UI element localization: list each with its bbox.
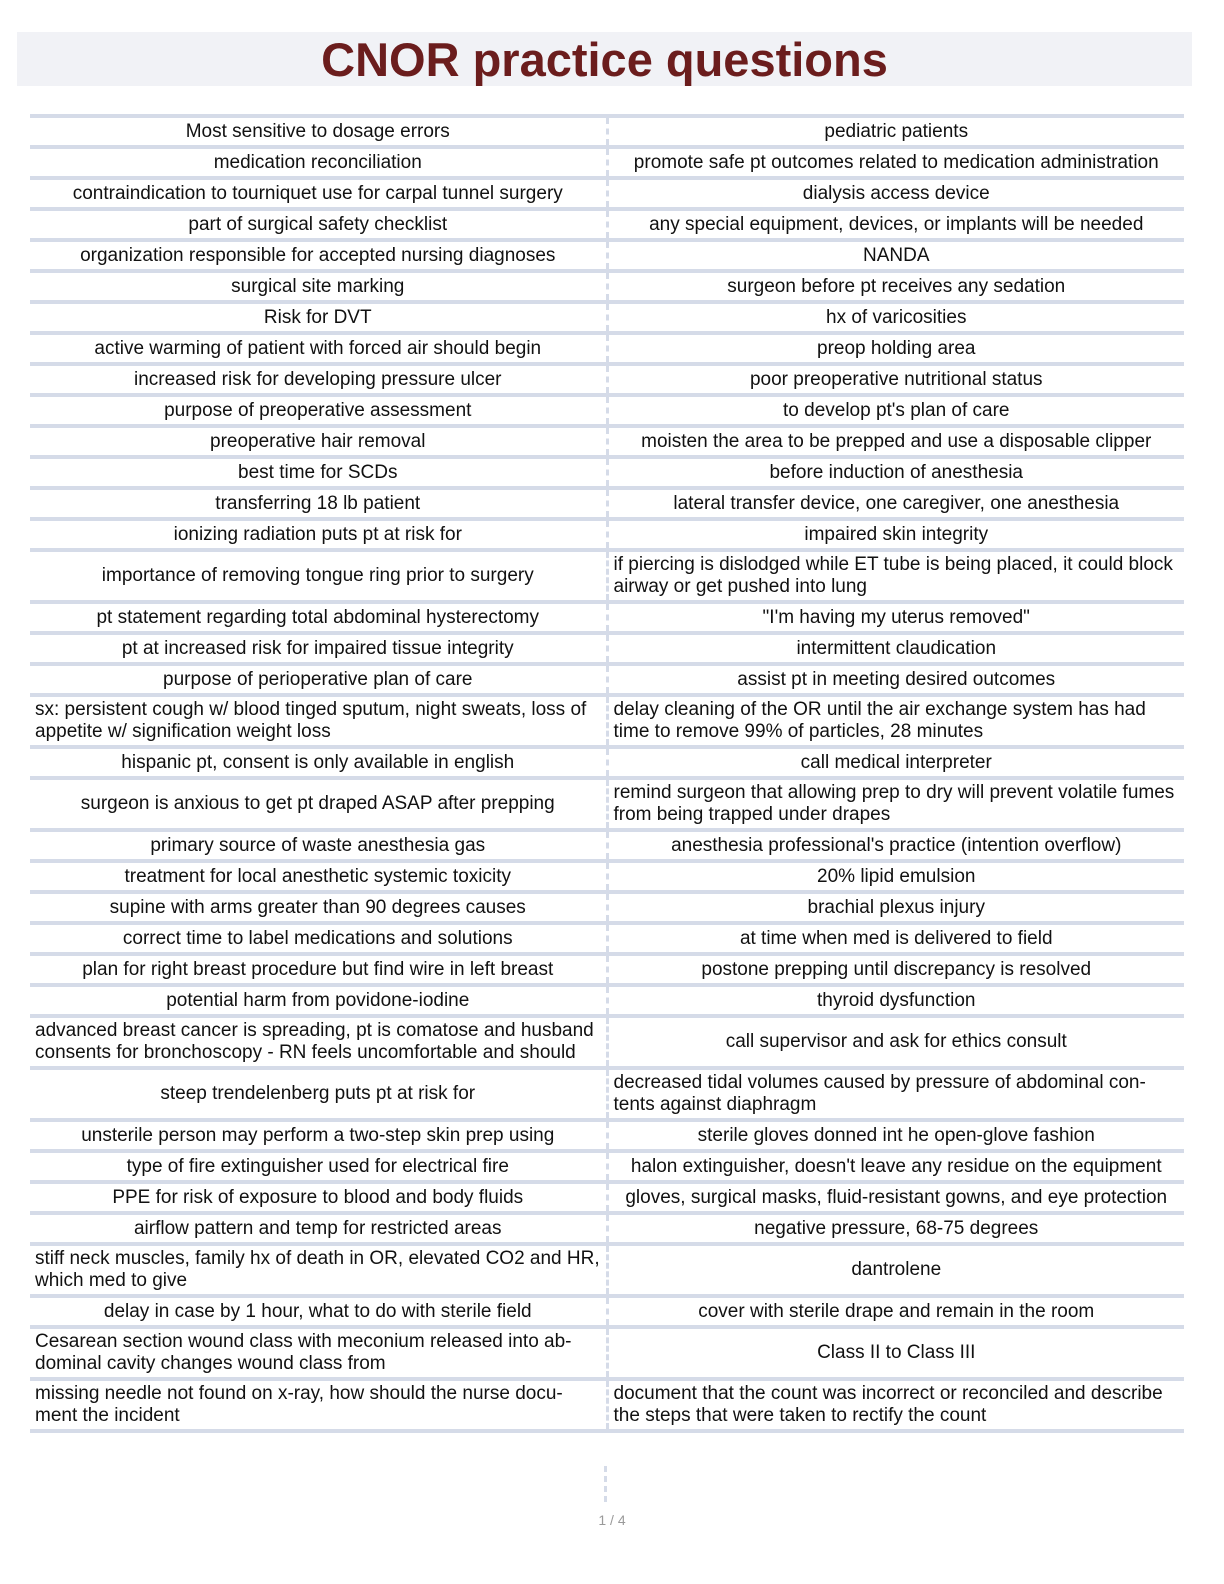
table-row <box>30 180 1184 211</box>
definition-cell: halon extinguisher, doesn't leave any residue on the equipment <box>630 1155 1162 1177</box>
definition-cell: dialysis access device <box>802 182 990 204</box>
term-cell: potential harm from povidone-iodine <box>30 987 609 1014</box>
definition-cell: preop holding area <box>817 337 976 359</box>
term-cell: missing needle not found on x-ray, how should the nurse docu- ment the incident <box>30 1381 609 1429</box>
definition-cell: postone prepping until discrepancy is resolved <box>701 958 1092 980</box>
definition-cell: Class II to Class III <box>817 1342 976 1363</box>
table-row <box>30 987 1184 1018</box>
definition-cell: assist pt in meeting desired outcomes <box>737 668 1056 690</box>
definition-cell: lateral transfer device, one caregiver, one anesthesia <box>673 492 1120 514</box>
term-cell: transferring 18 lb patient <box>30 490 609 517</box>
term-cell: stiff neck muscles, family hx of death in OR, elevated CO2 and HR, which med to give <box>30 1246 609 1294</box>
definition-cell: moisten the area to be prepped and use a disposable clipper <box>641 430 1152 452</box>
definition-cell: negative pressure, 68-75 degrees <box>754 1217 1039 1239</box>
definition-cell: document that the count was incorrect or reconciled and describe the steps that were taken to rectify the count <box>613 1383 1163 1426</box>
definition-cell: if piercing is dislodged while ET tube is being placed, it could block airway or get pushed into lung <box>613 554 1173 597</box>
table-row <box>30 832 1184 863</box>
term-cell: delay in case by 1 hour, what to do with sterile field <box>30 1298 609 1325</box>
term-cell: part of surgical safety checklist <box>30 211 609 238</box>
definition-cell: remind surgeon that allowing prep to dry will prevent volatile fumes from being trapped under drapes <box>613 782 1175 825</box>
term-cell: preoperative hair removal <box>30 428 609 455</box>
definition-cell: to develop pt's plan of care <box>783 399 1010 421</box>
term-cell: organization responsible for accepted nursing diagnoses <box>30 242 609 269</box>
definition-cell: any special equipment, devices, or implants will be needed <box>649 213 1144 235</box>
term-cell: importance of removing tongue ring prior to surgery <box>30 552 609 600</box>
term-cell: increased risk for developing pressure ulcer <box>30 366 609 393</box>
page-title: CNOR practice questions <box>321 33 888 86</box>
table-row <box>30 1153 1184 1184</box>
table-row <box>30 780 1184 832</box>
table-row <box>30 149 1184 180</box>
definition-cell: hx of varicosities <box>826 306 967 328</box>
term-cell: sx: persistent cough w/ blood tinged sputum, night sweats, loss of appetite w/ signification weight loss <box>30 697 609 745</box>
table-row <box>30 1122 1184 1153</box>
page-number: 1 / 4 <box>598 1512 626 1528</box>
definition-cell: surgeon before pt receives any sedation <box>727 275 1066 297</box>
term-cell: best time for SCDs <box>30 459 609 486</box>
table-row <box>30 666 1184 697</box>
table-row <box>30 490 1184 521</box>
definition-cell: brachial plexus injury <box>807 896 985 918</box>
term-cell: pt at increased risk for impaired tissue integrity <box>30 635 609 662</box>
term-cell: ionizing radiation puts pt at risk for <box>30 521 609 548</box>
definition-cell: call supervisor and ask for ethics consult <box>725 1031 1067 1052</box>
table-row <box>30 1215 1184 1246</box>
table-row <box>30 521 1184 552</box>
term-cell: airflow pattern and temp for restricted areas <box>30 1215 609 1242</box>
term-cell: hispanic pt, consent is only available in english <box>30 749 609 776</box>
term-cell: purpose of preoperative assessment <box>30 397 609 424</box>
term-cell: pt statement regarding total abdominal hysterectomy <box>30 604 609 631</box>
table-row <box>30 1381 1184 1433</box>
flashcard-table <box>30 114 1184 1433</box>
table-row <box>30 635 1184 666</box>
definition-cell: NANDA <box>862 244 930 266</box>
table-row <box>30 366 1184 397</box>
term-cell: purpose of perioperative plan of care <box>30 666 609 693</box>
definition-cell: promote safe pt outcomes related to medication administration <box>633 151 1159 173</box>
definition-cell: pediatric patients <box>824 120 969 142</box>
definition-cell: 20% lipid emulsion <box>817 865 976 887</box>
table-row <box>30 1246 1184 1298</box>
table-row <box>30 397 1184 428</box>
term-cell: Risk for DVT <box>30 304 609 331</box>
table-row <box>30 1184 1184 1215</box>
term-cell: advanced breast cancer is spreading, pt is comatose and husband consents for bronchoscopy - RN feels uncomfortable and should <box>30 1018 609 1066</box>
title-bar <box>17 32 1192 86</box>
term-cell: surgeon is anxious to get pt draped ASAP after prepping <box>30 780 609 828</box>
term-cell: Cesarean section wound class with meconium released into ab- dominal cavity changes wound class from <box>30 1329 609 1377</box>
table-row <box>30 894 1184 925</box>
table-row <box>30 552 1184 604</box>
definition-cell: intermittent claudication <box>796 637 997 659</box>
table-row <box>30 925 1184 956</box>
table-row <box>30 211 1184 242</box>
term-cell: active warming of patient with forced air should begin <box>30 335 609 362</box>
column-divider-tail <box>604 1466 607 1502</box>
definition-cell: "I'm having my uterus removed" <box>762 606 1030 628</box>
table-row <box>30 1329 1184 1381</box>
table-row <box>30 118 1184 149</box>
definition-cell: decreased tidal volumes caused by pressure of abdominal con- tents against diaphragm <box>613 1072 1146 1115</box>
term-cell: type of fire extinguisher used for electrical fire <box>30 1153 609 1180</box>
table-row <box>30 428 1184 459</box>
table-row <box>30 956 1184 987</box>
term-cell: PPE for risk of exposure to blood and body fluids <box>30 1184 609 1211</box>
table-row <box>30 273 1184 304</box>
term-cell: plan for right breast procedure but find wire in left breast <box>30 956 609 983</box>
term-cell: supine with arms greater than 90 degrees causes <box>30 894 609 921</box>
definition-cell: before induction of anesthesia <box>769 461 1023 483</box>
definition-cell: poor preoperative nutritional status <box>749 368 1043 390</box>
term-cell: unsterile person may perform a two-step skin prep using <box>30 1122 609 1149</box>
definition-cell: call medical interpreter <box>800 751 992 773</box>
definition-cell: gloves, surgical masks, fluid-resistant gowns, and eye protection <box>625 1186 1168 1208</box>
table-row <box>30 242 1184 273</box>
table-row <box>30 1070 1184 1122</box>
term-cell: treatment for local anesthetic systemic toxicity <box>30 863 609 890</box>
table-row <box>30 459 1184 490</box>
definition-cell: cover with sterile drape and remain in the room <box>698 1300 1095 1322</box>
term-cell: contraindication to tourniquet use for carpal tunnel surgery <box>30 180 609 207</box>
definition-cell: at time when med is delivered to field <box>739 927 1053 949</box>
term-cell: correct time to label medications and solutions <box>30 925 609 952</box>
definition-cell: thyroid dysfunction <box>817 989 976 1011</box>
term-cell: surgical site marking <box>30 273 609 300</box>
table-row <box>30 1298 1184 1329</box>
table-row <box>30 1018 1184 1070</box>
definition-cell: anesthesia professional's practice (intention overflow) <box>671 834 1122 856</box>
term-cell: medication reconciliation <box>30 149 609 176</box>
definition-cell: sterile gloves donned int he open-glove fashion <box>697 1124 1095 1146</box>
term-cell: steep trendelenberg puts pt at risk for <box>30 1070 609 1118</box>
definition-cell: dantrolene <box>851 1259 942 1280</box>
table-row <box>30 749 1184 780</box>
table-row <box>30 304 1184 335</box>
definition-cell: impaired skin integrity <box>804 523 989 545</box>
term-cell: Most sensitive to dosage errors <box>30 118 609 145</box>
table-row <box>30 335 1184 366</box>
table-row <box>30 863 1184 894</box>
table-row <box>30 697 1184 749</box>
definition-cell: delay cleaning of the OR until the air exchange system has had time to remove 99% of particles, 28 minutes <box>613 699 1146 742</box>
table-row <box>30 604 1184 635</box>
term-cell: primary source of waste anesthesia gas <box>30 832 609 859</box>
